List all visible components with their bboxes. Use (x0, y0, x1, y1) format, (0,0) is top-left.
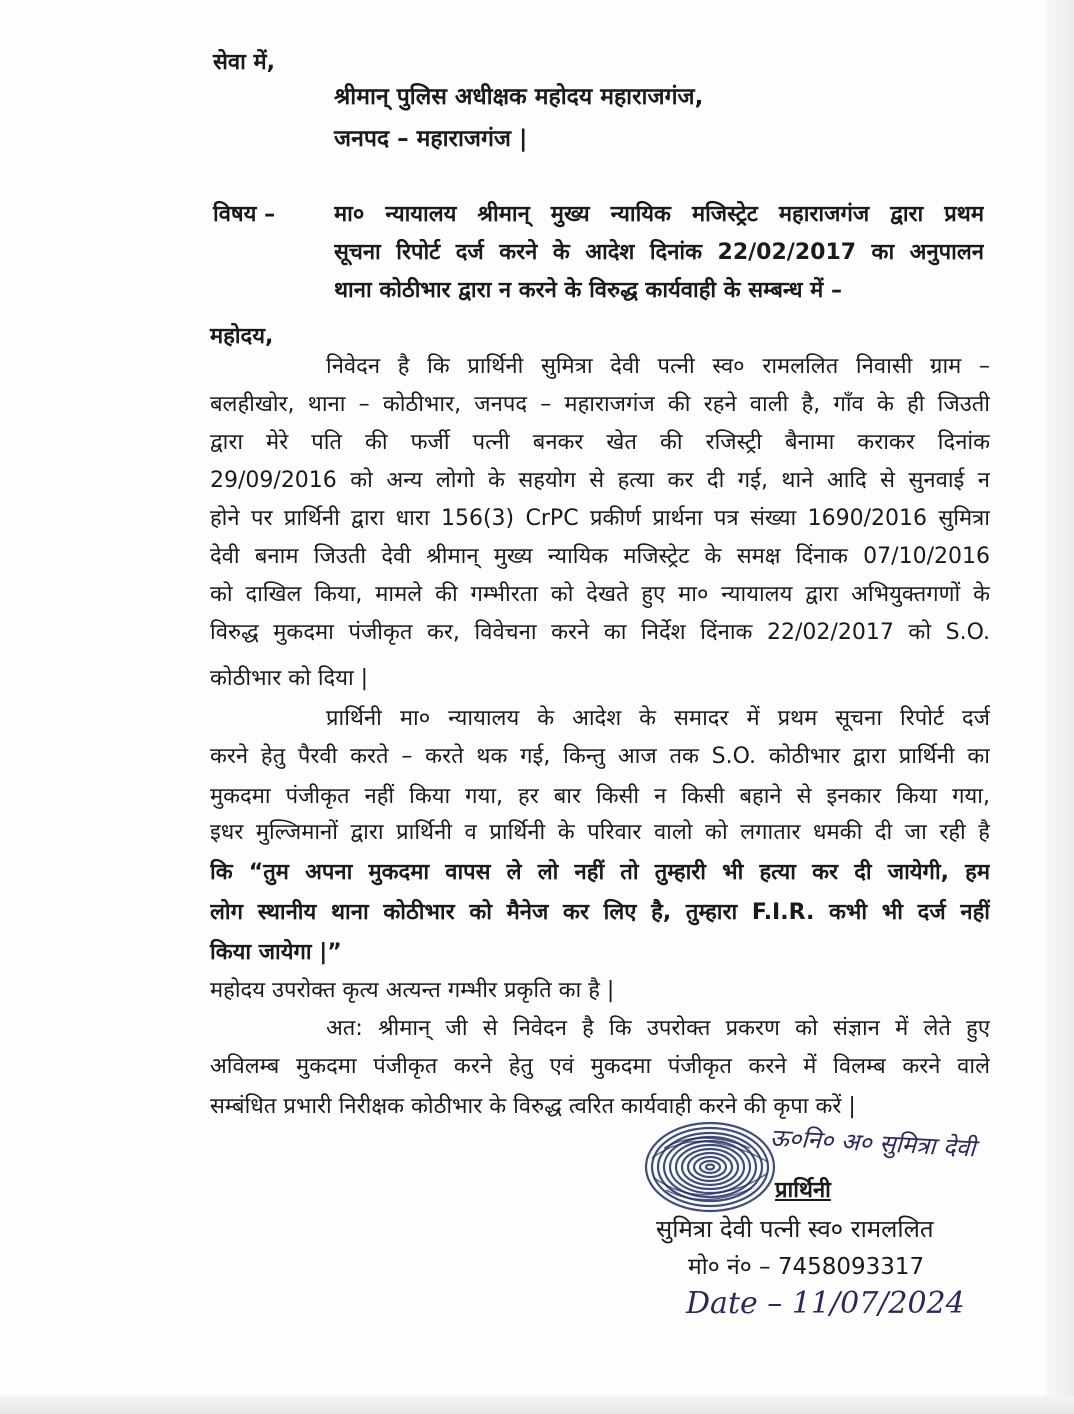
para2-line-5: कि “तुम अपना मुकदमा वापस ले लो नहीं तो तुम्हारी भी हत्या कर दी जायेगी, हम (210, 860, 990, 885)
para2-line-2: करने हेतु पैरवी करते – करते थक गई, किन्तु आज तक S.O. कोठीभार द्वारा प्रार्थिनी का (210, 744, 990, 769)
para1-line-5: होने पर प्रार्थिनी द्वारा धारा 156(3) CrPC प्रकीर्ण प्रार्थना पत्र संख्या 1690/2016 सुमित्रा (210, 506, 990, 531)
para1-line-2: बलहीखोर, थाना – कोठीभार, जनपद – महाराजगंज की रहने वाली है, गाँव के ही जिउती (210, 392, 990, 417)
para1-line-1: निवेदन है कि प्रार्थिनी सुमित्रा देवी पत्नी स्व० रामललित निवासी ग्राम – (326, 354, 990, 379)
para2-line-7: किया जायेगा |” (210, 940, 342, 965)
thumbprint-image (640, 1118, 780, 1216)
greeting: महोदय, (210, 324, 274, 349)
para2-line-1: प्रार्थिनी मा० न्यायालय के आदेश के समादर में प्रथम सूचना रिपोर्ट दर्ज (326, 706, 990, 731)
subject-line-2: सूचना रिपोर्ट दर्ज करने के आदेश दिनांक 22/02/2017 का अनुपालन (334, 240, 984, 265)
para4-line-1: अत: श्रीमान् जी से निवेदन है कि उपरोक्त प्रकरण को संज्ञान में लेते हुए (326, 1016, 990, 1041)
para1-line-4: 29/09/2016 को अन्य लोगो के सहयोग से हत्या कर दी गई, थाने आदि से सुनवाई न (210, 468, 990, 493)
handwritten-signature-note: ऊ०नि० अ० सुमित्रा देवी (769, 1123, 977, 1163)
para4-line-3: सम्बंधित प्रभारी निरीक्षक कोठीभार के विरुद्ध त्वरित कार्यवाही करने की कृपा करें | (210, 1094, 856, 1119)
para1-line-6: देवी बनाम जिउती देवी श्रीमान् मुख्य न्यायिक मजिस्ट्रेट के समक्ष दिंनाक 07/10/2016 (210, 544, 990, 569)
subject-line-1: मा० न्यायालय श्रीमान् मुख्य न्यायिक मजिस्ट्रेट महाराजगंज द्वारा प्रथम (334, 202, 984, 227)
scan-edge-bottom (0, 1396, 1074, 1414)
para4-line-2: अविलम्ब मुकदमा पंजीकृत करने हेतु एवं मुकदमा पंजीकृत करने में विलम्ब करने वाले (210, 1054, 990, 1079)
signature-label: प्रार्थिनी (775, 1178, 831, 1203)
para2-line-4: इधर मुल्जिमानों द्वारा प्रार्थिनी व प्रार्थिनी के परिवार वालो को लगातार धमकी दी जा रही है (210, 820, 990, 845)
para1-line-8: विरुद्ध मुकदमा पंजीकृत कर, विवेचना करने का निर्देश दिंनाक 22/02/2017 को S.O. (210, 620, 990, 645)
signatory-mobile: मो० नं० – 7458093317 (688, 1254, 925, 1280)
subject-label: विषय – (213, 202, 276, 227)
para1-line-9: कोठीभार को दिया | (210, 666, 369, 691)
para1-line-7: को दाखिल किया, मामले की गम्भीरता को देखते हुए मा० न्यायालय द्वारा अभियुक्तगणों के (210, 582, 990, 607)
para1-line-3: द्वारा मेरे पति की फर्जी पत्नी बनकर खेत की रजिस्ट्री बैनामा कराकर दिनांक (210, 430, 990, 455)
scan-edge-right (1046, 0, 1074, 1414)
recipient-line-1: श्रीमान् पुलिस अधीक्षक महोदय महाराजगंज, (334, 84, 704, 110)
recipient-line-2: जनपद – महाराजगंज | (334, 126, 528, 152)
para2-line-6: लोग स्थानीय थाना कोठीभार को मैनेज कर लिए है, तुम्हारा F.I.R. कभी भी दर्ज नहीं (210, 900, 990, 925)
subject-line-3: थाना कोठीभार द्वारा न करने के विरुद्ध कार्यवाही के सम्बन्ध में – (334, 278, 842, 303)
para2-line-3: मुकदमा पंजीकृत नहीं किया गया, हर बार किसी न किसी बहाने से इनकार किया गया, (210, 784, 990, 809)
salutation-to: सेवा में, (213, 50, 275, 75)
para3: महोदय उपरोक्त कृत्य अत्यन्त गम्भीर प्रकृति का है | (210, 978, 615, 1003)
signatory-name: सुमित्रा देवी पत्नी स्व० रामललित (656, 1215, 934, 1243)
handwritten-date: Date – 11/07/2024 (686, 1286, 965, 1321)
